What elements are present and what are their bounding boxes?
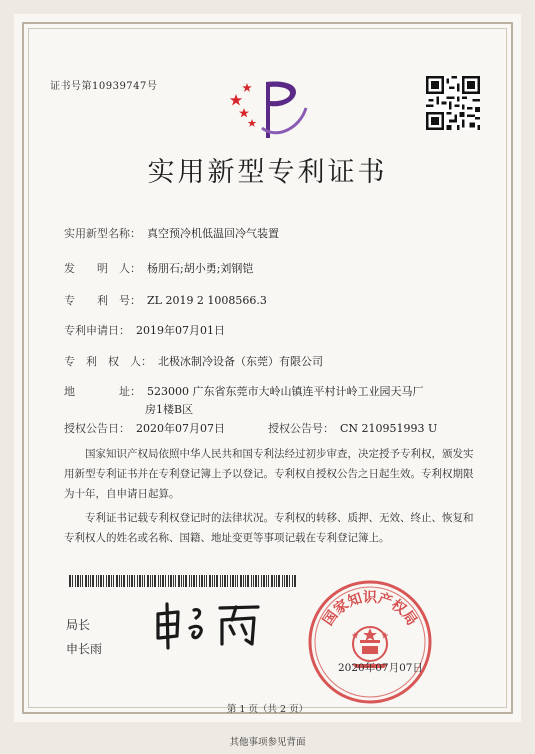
certificate-number: 证书号第10939747号: [50, 81, 158, 92]
director-signature-icon: [150, 598, 265, 650]
grant-number-row: [268, 420, 437, 436]
star-icon: [248, 119, 257, 127]
director-name: 申长雨: [66, 642, 103, 656]
patent-number: ZL 2019 2 1008566.3: [147, 294, 267, 307]
address-row: [64, 383, 424, 399]
director-title: 局长: [66, 618, 91, 632]
seal-date: 2020年07月07日: [338, 662, 423, 674]
grant-number: CN 210951993 U: [340, 422, 438, 435]
star-icon: [230, 94, 242, 106]
utility-model-name-row: [64, 225, 279, 241]
utility-model-name: 真空预冷机低温回冷气装置: [147, 227, 279, 240]
official-seal-icon: [300, 572, 440, 712]
grant-statement-paragraph: 国家知识产权局依照中华人民共和国专利法经过初步审查，决定授予专利权，颁发实用新型专利证书并在专利登记簿上予以登记。专利权自授权公告之日起生效。专利权期限为十年，自申请日起算。: [64, 448, 474, 500]
patentee-row: [64, 353, 323, 369]
seal-text: 国家知识产权局: [320, 590, 420, 629]
certificate-title: 实用新型专利证书: [147, 157, 388, 188]
address-line-2: 房1楼B区: [145, 403, 194, 416]
grant-date-row: [64, 420, 225, 436]
star-icon: [242, 83, 252, 92]
patent-number-row: [64, 292, 267, 308]
field-label: 专 利 权 人：: [64, 355, 152, 368]
application-date-row: [64, 322, 225, 338]
page-number: 第 1 页（共 2 页）: [226, 704, 309, 715]
patent-office-logo-icon: [222, 78, 312, 142]
field-label: 授权公告号：: [268, 422, 334, 435]
inventors: 杨朋石;胡小勇;刘钢铠: [147, 262, 254, 275]
qr-code-icon: [426, 76, 480, 130]
patentee: 北极冰制冷设备（东莞）有限公司: [158, 355, 323, 368]
barcode-icon: [69, 575, 297, 587]
legal-status-paragraph: 专利证书记载专利权登记时的法律状况。专利权的转移、质押、无效、终止、恢复和专利权人的姓名或名称、国籍、地址变更等事项记载在专利登记簿上。: [64, 512, 474, 544]
grant-date: 2020年07月07日: [136, 422, 225, 435]
field-label: 发 明 人：: [64, 262, 141, 275]
field-label: 地 址：: [64, 385, 141, 398]
field-label: 专 利 号：: [64, 294, 141, 307]
address: 523000 广东省东莞市大岭山镇连平村计岭工业园天马厂: [147, 385, 424, 398]
field-label: 实用新型名称：: [64, 227, 141, 240]
field-label: 专利申请日：: [64, 324, 130, 337]
star-icon: [239, 108, 249, 117]
footer-note: 其他事项参见背面: [229, 737, 306, 748]
inventor-row: [64, 260, 253, 276]
field-label: 授权公告日：: [64, 422, 130, 435]
application-date: 2019年07月01日: [136, 324, 225, 337]
